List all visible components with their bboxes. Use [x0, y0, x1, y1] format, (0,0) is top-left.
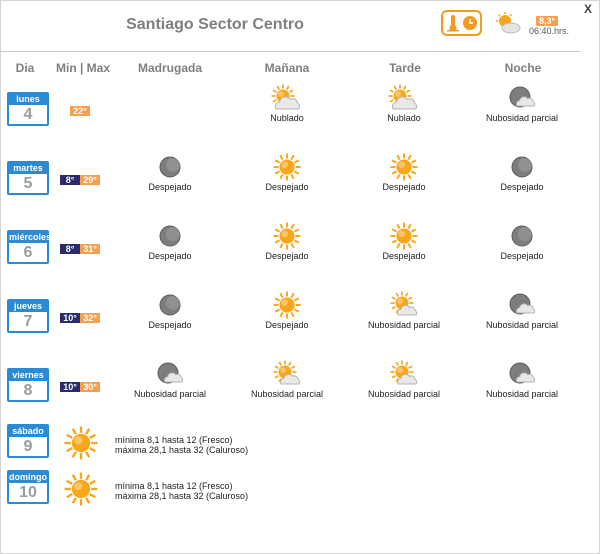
- thermometer-icon: [446, 14, 460, 32]
- day-name: sábado: [9, 426, 47, 437]
- min-max-temperature: [70, 106, 90, 116]
- forecast-label: Nubosidad parcial: [485, 320, 559, 330]
- forecast-label: Despejado: [148, 182, 192, 192]
- forecast-cell: [472, 153, 572, 192]
- forecast-cell: [237, 360, 337, 399]
- column-header-manana: Mañana: [264, 61, 310, 75]
- forecast-cell: [237, 84, 337, 123]
- page-title: Santiago Sector Centro: [126, 16, 304, 33]
- forecast-cell: [354, 153, 454, 192]
- day-number: 5: [23, 175, 33, 192]
- min-temperature: 8°: [60, 244, 80, 254]
- forecast-label: Despejado: [382, 182, 426, 192]
- forecast-cell: [237, 222, 337, 261]
- sun-icon: [237, 222, 337, 250]
- forecast-label: Nubosidad parcial: [367, 320, 441, 330]
- forecast-cell: [120, 153, 220, 192]
- min-temperature: 10°: [60, 313, 80, 323]
- clear-night-icon: [120, 222, 220, 250]
- temperature-summary: [115, 435, 248, 455]
- partly-cloudy-night-icon: [472, 291, 572, 319]
- min-max-temperature: [60, 175, 100, 185]
- current-time: 06:40.hrs.: [529, 26, 570, 36]
- forecast-label: Nubosidad parcial: [485, 113, 559, 123]
- summary-max: máxima 28,1 hasta 32 (Caluroso): [115, 445, 249, 455]
- max-temperature: 30°: [80, 382, 100, 392]
- sun-icon: [237, 291, 337, 319]
- clear-night-icon: [472, 153, 572, 181]
- min-max-temperature: [60, 313, 100, 323]
- forecast-label: Despejado: [265, 251, 309, 261]
- clear-night-icon: [120, 291, 220, 319]
- forecast-label: Despejado: [500, 251, 544, 261]
- forecast-label: Despejado: [148, 320, 192, 330]
- day-badge: [7, 92, 49, 126]
- current-temperature: 8,3°: [536, 16, 558, 26]
- day-badge: [7, 230, 52, 264]
- summary-min: mínima 8,1 hasta 12 (Fresco): [115, 435, 233, 445]
- forecast-label: Despejado: [382, 251, 426, 261]
- min-temperature: 8°: [60, 175, 80, 185]
- hourly-forecast-button[interactable]: [441, 10, 482, 36]
- day-badge: [7, 470, 49, 504]
- clear-night-icon: [472, 222, 572, 250]
- forecast-cell: [354, 291, 454, 330]
- day-number: 10: [19, 484, 37, 501]
- day-badge: [7, 368, 49, 402]
- forecast-label: Nubosidad parcial: [250, 389, 324, 399]
- partly-cloudy-night-icon: [472, 360, 572, 388]
- forecast-label: Despejado: [148, 251, 192, 261]
- column-header-madrugada: Madrugada: [137, 61, 202, 75]
- forecast-label: Nublado: [270, 113, 304, 123]
- summary-max: máxima 28,1 hasta 32 (Caluroso): [115, 491, 249, 501]
- min-max-temperature: [60, 244, 100, 254]
- day-number: 6: [23, 244, 33, 261]
- close-button[interactable]: X: [583, 2, 592, 16]
- forecast-cell: [120, 291, 220, 330]
- forecast-label: Despejado: [265, 320, 309, 330]
- forecast-cell: [120, 360, 220, 399]
- forecast-label: Despejado: [265, 182, 309, 192]
- forecast-cell: [472, 360, 572, 399]
- forecast-label: Nubosidad parcial: [485, 389, 559, 399]
- day-number: 8: [23, 382, 33, 399]
- forecast-label: Nubosidad parcial: [367, 389, 441, 399]
- header-divider: [0, 51, 580, 52]
- sun-icon: [354, 153, 454, 181]
- sun-icon: [237, 153, 337, 181]
- cloudy-sun-icon: [237, 84, 337, 112]
- column-header-minmax: Min | Max: [55, 61, 111, 75]
- day-name: viernes: [9, 370, 47, 381]
- day-name: lunes: [9, 94, 47, 105]
- column-header-tarde: Tarde: [389, 61, 421, 75]
- day-number: 4: [23, 106, 33, 123]
- max-temperature: 29°: [80, 175, 100, 185]
- day-name: martes: [9, 163, 47, 174]
- column-header-noche: Noche: [504, 61, 542, 75]
- max-temperature: 22°: [70, 106, 90, 116]
- partly-cloudy-night-icon: [120, 360, 220, 388]
- partly-cloudy-sun-icon: [354, 360, 454, 388]
- forecast-cell: [472, 222, 572, 261]
- min-temperature: 10°: [60, 382, 80, 392]
- forecast-cell: [472, 84, 572, 123]
- forecast-cell: [354, 84, 454, 123]
- column-header-day: Dia: [15, 61, 35, 75]
- partly-cloudy-sun-icon: [354, 291, 454, 319]
- day-badge: [7, 424, 49, 458]
- partly-cloudy-sun-icon: [495, 12, 521, 34]
- partly-cloudy-sun-icon: [237, 360, 337, 388]
- sun-icon: [354, 222, 454, 250]
- day-name: miércoles: [9, 232, 52, 242]
- sun-icon: [64, 426, 98, 465]
- day-name: jueves: [9, 301, 47, 312]
- summary-min: mínima 8,1 hasta 12 (Fresco): [115, 481, 233, 491]
- forecast-cell: [237, 153, 337, 192]
- clear-night-icon: [120, 153, 220, 181]
- sun-icon: [64, 472, 98, 511]
- day-name: domingo: [9, 472, 47, 482]
- day-number: 9: [23, 438, 33, 455]
- forecast-label: Despejado: [500, 182, 544, 192]
- forecast-cell: [354, 360, 454, 399]
- max-temperature: 32°: [80, 313, 100, 323]
- max-temperature: 31°: [80, 244, 100, 254]
- forecast-cell: [120, 222, 220, 261]
- temperature-summary: [115, 481, 248, 501]
- partly-cloudy-night-icon: [472, 84, 572, 112]
- cloudy-sun-icon: [354, 84, 454, 112]
- forecast-cell: [472, 291, 572, 330]
- day-number: 7: [23, 313, 33, 330]
- forecast-cell: [237, 291, 337, 330]
- clock-icon: [462, 15, 478, 31]
- forecast-label: Nublado: [387, 113, 421, 123]
- day-badge: [7, 161, 49, 195]
- forecast-label: Nubosidad parcial: [133, 389, 207, 399]
- day-badge: [7, 299, 49, 333]
- forecast-cell: [354, 222, 454, 261]
- min-max-temperature: [60, 382, 100, 392]
